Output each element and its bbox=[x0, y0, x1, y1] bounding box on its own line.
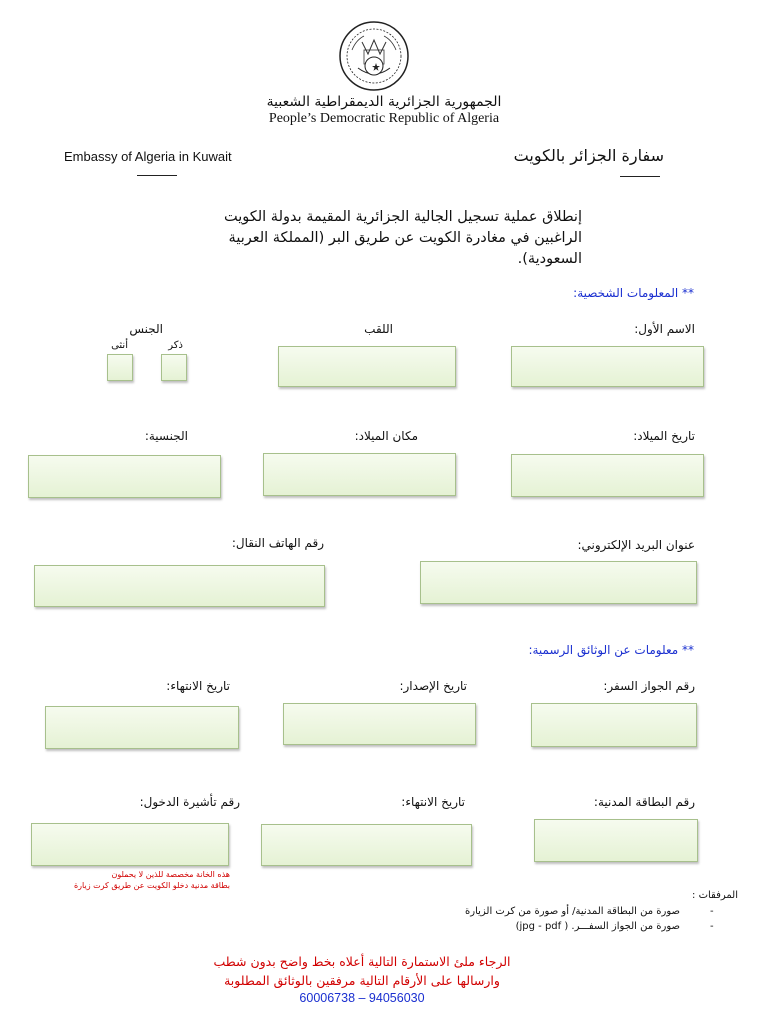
footer-instruction-line-2: وارسالها على الأرقام التالية مرفقين بالوثائق المطلوبة bbox=[224, 973, 500, 988]
first-name-label: الاسم الأول: bbox=[634, 322, 695, 336]
birth-date-field[interactable] bbox=[511, 454, 704, 497]
attachment-bullet-1: - bbox=[710, 906, 714, 917]
country-name-english: People’s Democratic Republic of Algeria bbox=[268, 111, 500, 126]
birth-place-label: مكان الميلاد: bbox=[354, 429, 418, 443]
first-name-field[interactable] bbox=[511, 346, 704, 387]
passport-number-label: رقم الجواز السفر: bbox=[603, 679, 695, 693]
form-title bbox=[162, 207, 582, 270]
form-title-line-1: إنطلاق عملية تسجيل الجالية الجزائرية المقيمة بدولة الكويت bbox=[223, 209, 582, 225]
female-checkbox[interactable] bbox=[107, 354, 133, 381]
email-label: عنوان البريد الإلكتروني: bbox=[577, 538, 695, 552]
attachment-bullet-2: - bbox=[710, 921, 714, 932]
embassy-name-arabic: سفارة الجزائر بالكويت bbox=[513, 146, 664, 165]
entry-visa-note-line-2: بطاقة مدنية دخلو الكويت عن طريق كرت زيارة bbox=[73, 881, 230, 890]
civil-id-number-field[interactable] bbox=[534, 819, 698, 862]
attachment-item-2: صورة من الجواز السفـــر. ( jpg - pdf) bbox=[515, 921, 680, 932]
personal-info-section-title: ** المعلومات الشخصية: bbox=[573, 286, 694, 300]
passport-number-field[interactable] bbox=[531, 703, 697, 747]
documents-section-title: ** معلومات عن الوثائق الرسمية: bbox=[528, 643, 694, 657]
phone-label: رقم الهاتف النقال: bbox=[231, 536, 324, 550]
civil-id-expiry-date-field[interactable] bbox=[261, 824, 472, 866]
civil-id-expiry-date-label: تاريخ الانتهاء: bbox=[401, 795, 465, 809]
email-field[interactable] bbox=[420, 561, 697, 604]
passport-issue-date-label: تاريخ الإصدار: bbox=[399, 679, 467, 693]
form-title-line-2: الراغبين في مغادرة الكويت عن طريق البر (المملكة العربية السعودية). bbox=[228, 230, 582, 267]
attachment-item-1: صورة من البطاقة المدنية/ أو صورة من كرت الزيارة bbox=[465, 906, 680, 917]
gender-label: الجنس bbox=[129, 322, 163, 336]
civil-id-number-label: رقم البطاقة المدنية: bbox=[593, 795, 695, 809]
entry-visa-number-label: رقم تأشيرة الدخول: bbox=[139, 795, 240, 809]
last-name-label: اللقب bbox=[364, 322, 393, 336]
embassy-en-underline bbox=[137, 175, 177, 176]
entry-visa-number-field[interactable] bbox=[31, 823, 229, 866]
country-name-arabic: الجمهورية الجزائرية الديمقراطية الشعبية bbox=[266, 94, 502, 110]
passport-expiry-date-field[interactable] bbox=[45, 706, 239, 749]
entry-visa-note-line-1: هذه الخانة مخصصة للذين لا يحملون bbox=[111, 870, 230, 879]
footer-instruction-line-1: الرجاء ملئ الاستمارة التالية أعلاه بخط واضح بدون شطب bbox=[213, 954, 511, 969]
passport-issue-date-field[interactable] bbox=[283, 703, 476, 745]
embassy-ar-underline bbox=[620, 176, 660, 177]
entry-visa-note bbox=[30, 869, 230, 891]
algeria-seal-emblem bbox=[338, 20, 410, 92]
attachments-title: المرفقات : bbox=[692, 890, 738, 901]
phone-field[interactable] bbox=[34, 565, 325, 607]
nationality-field[interactable] bbox=[28, 455, 221, 498]
female-label: أنثى bbox=[111, 340, 128, 351]
footer-phone-numbers: 60006738 – 94056030 bbox=[299, 991, 425, 1005]
passport-expiry-date-label: تاريخ الانتهاء: bbox=[166, 679, 230, 693]
birth-place-field[interactable] bbox=[263, 453, 456, 496]
last-name-field[interactable] bbox=[278, 346, 456, 387]
embassy-name-english: Embassy of Algeria in Kuwait bbox=[64, 149, 232, 164]
birth-date-label: تاريخ الميلاد: bbox=[633, 429, 695, 443]
male-label: ذكر bbox=[168, 340, 183, 351]
male-checkbox[interactable] bbox=[161, 354, 187, 381]
nationality-label: الجنسية: bbox=[144, 429, 188, 443]
